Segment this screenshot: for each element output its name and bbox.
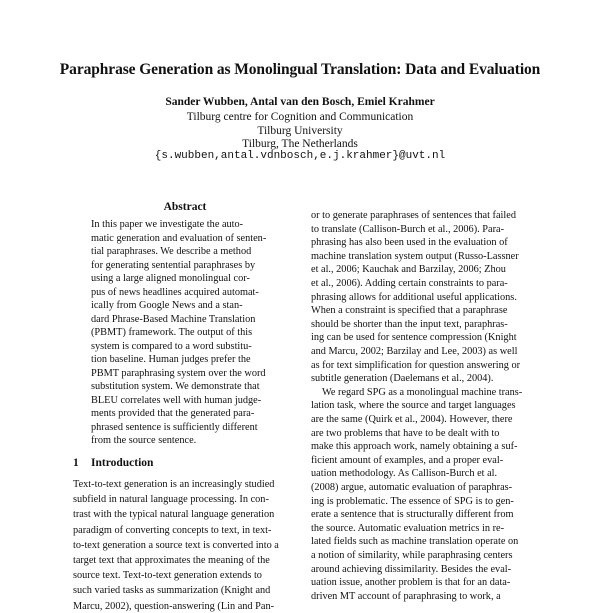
text-line: ments provided that the generated para-: [91, 408, 255, 419]
text-line: lated fields such as machine translation operate on: [311, 536, 519, 548]
text-line: Text-to-text generation is an increasingly studied: [73, 479, 275, 490]
text-line: source text. Text-to-text generation extends to: [73, 570, 262, 582]
text-line: et al., 2006). Adding certain constraints to para-: [311, 278, 508, 289]
text-line: In this paper we investigate the auto-: [91, 219, 244, 230]
text-line: PBMT paraphrasing system over the word: [91, 367, 266, 379]
text-line: Marcu, 2002), question-answering (Lin and Pan-: [73, 600, 275, 612]
text-line: are the same (Quirk et al., 2004). However, there: [311, 414, 513, 425]
text-line: target text that approximates the meaning of the: [73, 555, 270, 566]
text-line: ically from Google News and a stan-: [91, 300, 243, 311]
text-line: lation task, where the source and target languages: [311, 400, 516, 412]
text-line: to translate (Callison-Burch et al., 2006). Para-: [311, 223, 505, 235]
text-line: BLEU correlates well with human judge-: [91, 394, 262, 406]
text-line: for generating sentential paraphrases by: [91, 259, 256, 271]
text-line: make this approach work, namely obtaining a suf-: [311, 441, 518, 453]
text-line: the source. Automatic evaluation metrics in re-: [311, 522, 505, 534]
text-line: phrased sentence is sufficiently different: [91, 421, 258, 433]
text-line: matic generation and evaluation of senten-: [91, 232, 267, 244]
text-line: or to generate paraphrases of sentences that failed: [311, 210, 516, 221]
text-line: driven MT account of paraphrasing to work, a: [311, 590, 501, 602]
author-emails: {s.wubben,antal.vdnbosch,e.j.krahmer}@uvt.nl: [154, 150, 446, 162]
text-line: tion baseline. Human judges prefer the: [91, 354, 251, 365]
text-line: (PBMT) framework. The output of this: [91, 327, 253, 338]
text-line: et al., 2006; Kauchak and Barzilay, 2006; Zhou: [311, 264, 506, 276]
text-line: erate a sentence that is structurally different from: [311, 509, 514, 521]
text-line: uation issue, another problem is that for an data-: [311, 577, 511, 589]
text-line: tial paraphrases. We describe a method: [91, 246, 252, 257]
text-line: trast with the typical natural language generation: [73, 509, 275, 521]
text-line: subfield in natural language processing. In con-: [73, 494, 269, 506]
text-line: using a large aligned monolingual cor-: [91, 273, 250, 284]
text-line: are two problems that have to be dealt with to: [311, 427, 500, 439]
text-line: pus of news headlines acquired automat-: [91, 286, 259, 298]
text-line: to-text generation a source text is converted into a: [73, 539, 279, 551]
abstract-heading: Abstract: [163, 201, 207, 213]
text-line: subtitle generation (Daelemans et al., 2004).: [311, 373, 494, 385]
text-line: machine translation system output (Russo-Lassner: [311, 250, 519, 262]
text-line: phrasing has also been used in the evaluation of: [311, 237, 508, 249]
paper-title: Paraphrase Generation as Monolingual Translation: Data and Evaluation: [59, 61, 541, 78]
text-line: substitution system. We demonstrate that: [91, 381, 260, 392]
text-line: When a constraint is specified that a paraphrase: [311, 305, 508, 317]
text-line: should be shorter than the input text, paraphras-: [311, 318, 508, 330]
text-line: from the source sentence.: [91, 435, 197, 446]
affiliation-line: Tilburg University: [257, 125, 343, 137]
text-line: ing is problematic. The essence of SPG is to gen-: [311, 495, 514, 507]
text-line: We regard SPG as a monolingual machine trans-: [322, 386, 523, 398]
text-line: system is compared to a word substitu-: [91, 340, 252, 352]
affiliation-line: Tilburg centre for Cognition and Communication: [186, 111, 414, 123]
text-line: paradigm of converting concepts to text, in text-: [73, 524, 272, 536]
section-heading: [73, 457, 153, 469]
section-number: 1: [73, 457, 79, 469]
text-line: ing can be used for sentence compression (Knight: [311, 332, 517, 344]
text-line: dard Phrase-Based Machine Translation: [91, 313, 256, 325]
text-line: (2008) argue, automatic evaluation of paraphras-: [311, 482, 513, 493]
text-line: such varied tasks as summarization (Knight and: [73, 585, 271, 597]
text-line: around achieving dissimilarity. Besides the eval-: [311, 563, 512, 575]
text-line: as for text simplification for question answering or: [311, 359, 521, 371]
affiliation-line: Tilburg, The Netherlands: [242, 138, 358, 150]
section-title: Introduction: [91, 457, 154, 469]
text-line: uation methodology. As Callison-Burch et al.: [311, 468, 498, 480]
author-list: Sander Wubben, Antal van den Bosch, Emiel Krahmer: [165, 96, 435, 108]
text-line: phrasing allows for additional useful applications.: [311, 291, 517, 303]
text-line: and Marcu, 2002; Barzilay and Lee, 2003) as well: [311, 346, 518, 357]
text-line: a notion of similarity, while paraphrasing centers: [311, 550, 513, 561]
text-line: ficient amount of examples, and a proper eval-: [311, 454, 504, 466]
